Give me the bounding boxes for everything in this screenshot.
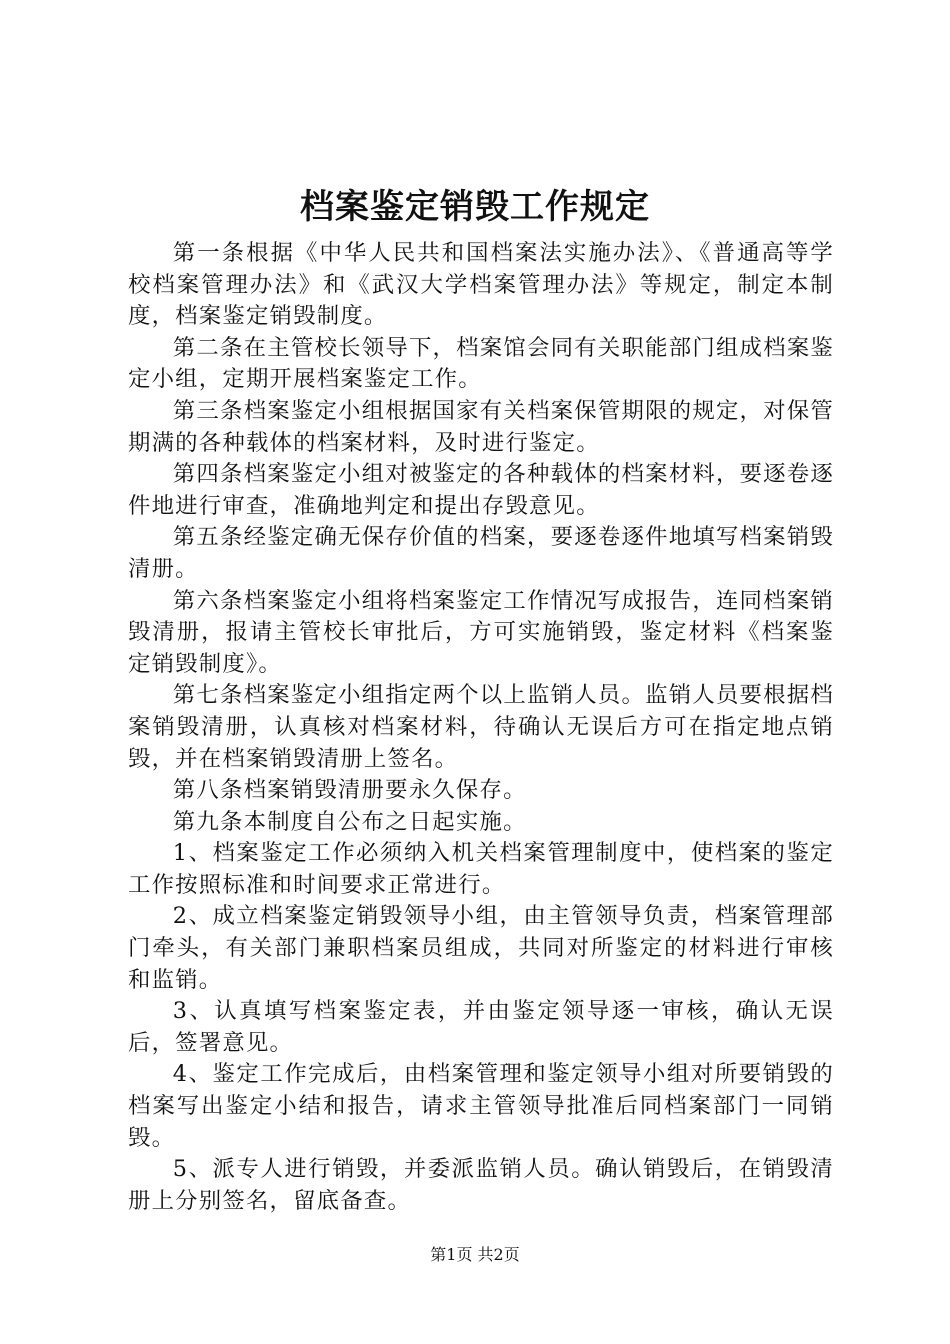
paragraph-article-6: 第六条档案鉴定小组将档案鉴定工作情况写成报告，连同档案销毁清册，报请主管校长审批后，方可实施销毁，鉴定材料《档案鉴定销毁制度》。 — [128, 587, 834, 677]
paragraph-article-3: 第三条档案鉴定小组根据国家有关档案保管期限的规定，对保管期满的各种载体的档案材料，及时进行鉴定。 — [128, 397, 834, 456]
paragraph-item-5: 5、派专人进行销毁，并委派监销人员。确认销毁后，在销毁清册上分别签名，留底备查。 — [128, 1156, 834, 1214]
page-footer — [0, 1244, 950, 1266]
paragraph-article-2: 第二条在主管校长领导下，档案馆会同有关职能部门组成档案鉴定小组，定期开展档案鉴定工作。 — [128, 334, 834, 393]
paragraph-article-1: 第一条根据《中华人民共和国档案法实施办法》、《普通高等学校档案管理办法》和《武汉大学档案管理办法》等规定，制定本制度，档案鉴定销毁制度。 — [128, 240, 834, 330]
paragraph-item-1: 1、档案鉴定工作必须纳入机关档案管理制度中，使档案的鉴定工作按照标准和时间要求正常进行。 — [128, 840, 834, 898]
paragraph-article-4: 第四条档案鉴定小组对被鉴定的各种载体的档案材料，要逐卷逐件地进行审查，准确地判定和提出存毁意见。 — [128, 461, 834, 519]
paragraph-item-3: 3、认真填写档案鉴定表，并由鉴定领导逐一审核，确认无误后，签署意见。 — [128, 998, 834, 1056]
paragraph-item-4: 4、鉴定工作完成后，由档案管理和鉴定领导小组对所要销毁的档案写出鉴定小结和报告，请求主管领导批准后同档案部门一同销毁。 — [128, 1061, 834, 1151]
paragraph-article-5: 第五条经鉴定确无保存价值的档案，要逐卷逐件地填写档案销毁清册。 — [128, 524, 834, 582]
document-body — [128, 238, 834, 1217]
page-title: 档案鉴定销毁工作规定 — [300, 187, 650, 227]
page-number: 第1页 共2页 — [430, 1245, 520, 1264]
paragraph-article-7: 第七条档案鉴定小组指定两个以上监销人员。监销人员要根据档案销毁清册，认真核对档案材料，待确认无误后方可在指定地点销毁，并在档案销毁清册上签名。 — [128, 682, 834, 772]
paragraph-item-2: 2、成立档案鉴定销毁领导小组，由主管领导负责，档案管理部门牵头，有关部门兼职档案员组成，共同对所鉴定的材料进行审核和监销。 — [128, 903, 834, 993]
paragraph-article-9: 第九条本制度自公布之日起实施。 — [172, 808, 527, 835]
paragraph-article-8: 第八条档案销毁清册要永久保存。 — [172, 777, 527, 804]
